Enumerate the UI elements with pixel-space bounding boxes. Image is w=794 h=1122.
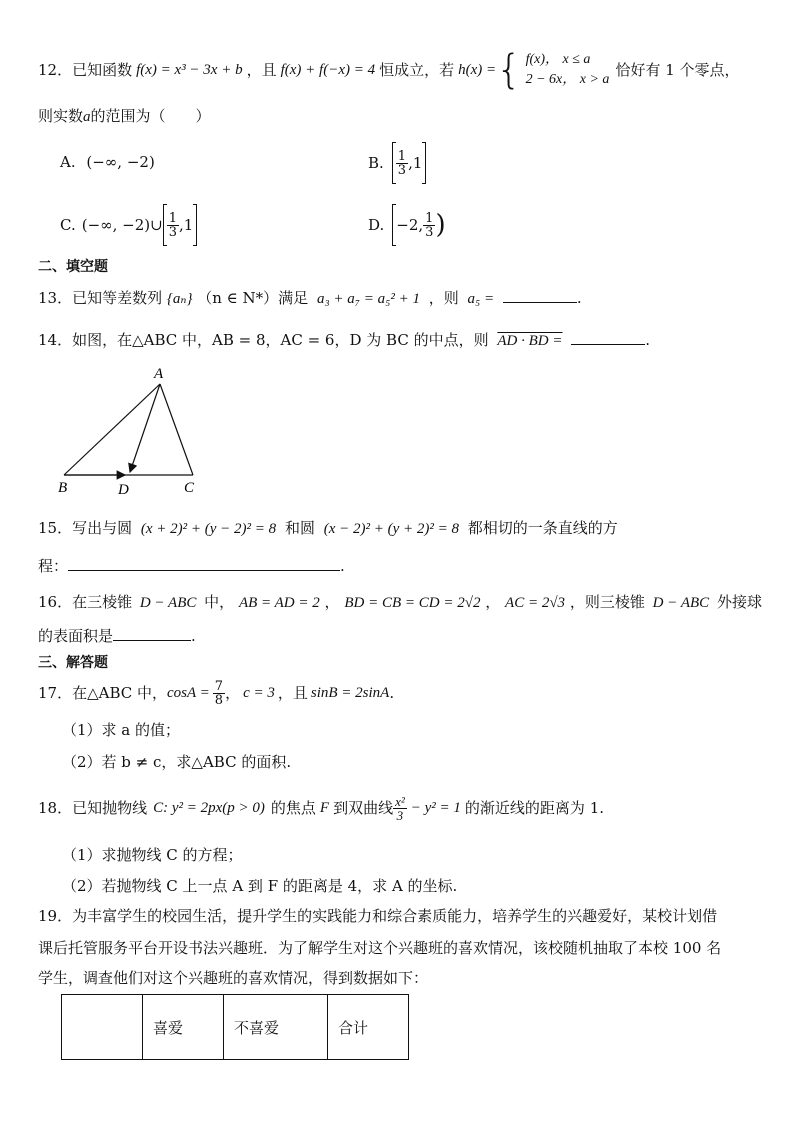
q18-parabola: C: y² = 2px(p > 0) [153, 800, 265, 816]
q15-line1 [38, 518, 618, 539]
q12-function: f(x) = x³ − 3x + b [136, 62, 243, 78]
right-bracket-icon [422, 142, 426, 184]
q13-eq: a₃ + a₇ = a₅² + 1 [316, 291, 420, 307]
q12-text: 的范围为（ ） [90, 107, 211, 125]
q14-text: 14．如图，在△ABC 中，AB = 8，AC = 6，D 为 BC 的中点，则 [38, 331, 489, 349]
q15-circle2: (x − 2)² + (y + 2)² = 8 [323, 521, 460, 537]
fraction: $\frac{\text{x²}}{3}$ [395, 793, 405, 823]
q16-eq3: AC = 2√3 [505, 595, 566, 611]
q16-text: ，则三棱锥 [569, 593, 645, 611]
q15-line2 [38, 556, 345, 576]
option-label: D. [368, 216, 385, 234]
q15-text: 程： [38, 557, 69, 575]
q17-text: 17．在△ABC 中， [38, 684, 168, 702]
q17-text: ， [225, 684, 241, 702]
answer-blank[interactable] [68, 556, 340, 571]
q12-line2 [38, 106, 211, 127]
q15-text: 15．写出与圆 [38, 519, 133, 537]
q13-text: 13．已知等差数列 [38, 289, 163, 307]
q17-part1: （1）求 a 的值； [62, 721, 181, 739]
q13 [38, 288, 582, 309]
option-value: −2, [396, 216, 424, 234]
fraction: $\frac{1}{3}$ [168, 210, 177, 240]
option-d [368, 205, 446, 245]
q17-sin: sinB = 2sinA [310, 685, 390, 701]
option-label: B. [368, 154, 384, 172]
q12-text: 恒成立，若 [379, 61, 455, 79]
q12-text: 恰好有 1 个零点， [615, 61, 740, 79]
table-header: 喜爱 [143, 995, 224, 1060]
label-A: A [154, 366, 164, 382]
q15-text: 都相切的一条直线的方 [467, 519, 618, 537]
q18-text: 的焦点 [270, 799, 316, 817]
option-value: ,1 [408, 154, 423, 172]
option-c [60, 205, 197, 245]
q17-part2: （2）若 b ≠ c，求△ABC 的面积. [62, 753, 292, 771]
q16-text: ， [324, 593, 340, 611]
q16-text: 中， [204, 593, 235, 611]
section-title: 二、填空题 [38, 259, 108, 275]
q18 [38, 788, 604, 828]
label-C: C [184, 480, 195, 496]
option-a [60, 152, 155, 172]
fraction: $\frac{1}{3}$ [397, 148, 407, 178]
q12-line1 [38, 48, 740, 92]
right-paren-icon: ) [435, 210, 446, 240]
q18-hyperbola: − y² = 1 [410, 800, 461, 816]
q16-text: 16．在三棱锥 [38, 593, 133, 611]
q18-part2: （2）若抛物线 C 上一点 A 到 F 的距离是 4，求 A 的坐标. [62, 877, 458, 895]
q16-line1 [38, 592, 762, 613]
q16-text: ， [485, 593, 501, 611]
piece-2: 2 − 6x， x > a [525, 72, 610, 87]
table-header [62, 995, 143, 1060]
right-bracket-icon [193, 204, 197, 246]
q12-text: ，且 [246, 61, 277, 79]
q15-circle1: (x + 2)² + (y − 2)² = 8 [140, 521, 277, 537]
q12-number: 12．已知函数 [38, 61, 133, 79]
fraction: $\frac{7}{8}$ [214, 678, 224, 708]
q13-text: ，则 [428, 289, 459, 307]
label-B: B [58, 480, 68, 496]
period: . [645, 331, 651, 349]
option-value: (−∞, −2)∪ [81, 216, 163, 234]
q16-eq2: BD = CB = CD = 2√2 [344, 595, 481, 611]
table-header: 合计 [328, 995, 409, 1060]
q16-eq1: AB = AD = 2 [238, 595, 320, 611]
q15-text: 和圆 [284, 519, 315, 537]
answer-blank[interactable] [113, 626, 191, 641]
q12-text: 则实数 [38, 107, 84, 125]
brace-icon: { [496, 47, 522, 93]
q12-piecewise [522, 50, 610, 90]
q18-part1: （1）求抛物线 C 的方程； [62, 846, 243, 864]
section-title: 三、解答题 [38, 655, 108, 671]
q13-ask: a₅ = [467, 291, 495, 307]
q14 [38, 330, 650, 351]
option-b [368, 143, 426, 183]
q16-tetra: D − ABC [139, 595, 197, 611]
q17-c: c = 3 [243, 685, 275, 701]
option-value: (−∞, −2) [86, 153, 155, 171]
q16-tetra: D − ABC [652, 595, 710, 611]
q17-text: ，且 [277, 684, 308, 702]
period: . [191, 627, 196, 645]
q14-vector: AD · BD = [497, 333, 563, 349]
q17 [38, 676, 394, 710]
table-header: 不喜爱 [224, 995, 328, 1060]
q16-line2 [38, 626, 196, 646]
q19-line3: 学生，调查他们对这个兴趣班的喜欢情况，得到数据如下： [38, 969, 429, 987]
q19-line2: 课后托管服务平台开设书法兴趣班．为了解学生对这个兴趣班的喜欢情况，该校随机抽取了本校 100 名 [38, 939, 722, 957]
q18-focus: F [319, 800, 330, 816]
answer-blank[interactable] [571, 330, 645, 345]
period: . [576, 289, 582, 307]
q18-text: 的渐近线的距离为 1. [464, 799, 605, 817]
q19-table [61, 994, 409, 1060]
fraction: $\frac{1}{3}$ [425, 210, 434, 240]
piece-1: f(x)， x ≤ a [525, 52, 591, 67]
q12-condition: f(x) + f(−x) = 4 [280, 62, 376, 78]
q13-seq: {aₙ} [166, 291, 193, 307]
option-label: A. [60, 153, 76, 171]
q18-text: 到双曲线 [333, 799, 394, 817]
period: . [340, 557, 345, 575]
q17-cos: cosA = [167, 685, 210, 701]
q16-text: 外接球 [716, 593, 762, 611]
q16-text: 的表面积是 [38, 627, 114, 645]
triangle-figure [50, 362, 220, 497]
table-row [62, 995, 409, 1060]
label-D: D [118, 482, 129, 497]
q12-h-lhs: h(x) = [458, 62, 497, 78]
var-a: a [83, 109, 91, 125]
answer-blank[interactable] [503, 288, 577, 303]
option-label: C. [60, 216, 76, 234]
q18-text: 18．已知抛物线 [38, 799, 148, 817]
q13-text: （n ∈ N*）满足 [197, 289, 309, 307]
option-value: ,1 [178, 216, 194, 234]
q19-line1: 19．为丰富学生的校园生活，提升学生的实践能力和综合素质能力，培养学生的兴趣爱好，某校计划借 [38, 907, 718, 925]
period: . [389, 684, 395, 702]
